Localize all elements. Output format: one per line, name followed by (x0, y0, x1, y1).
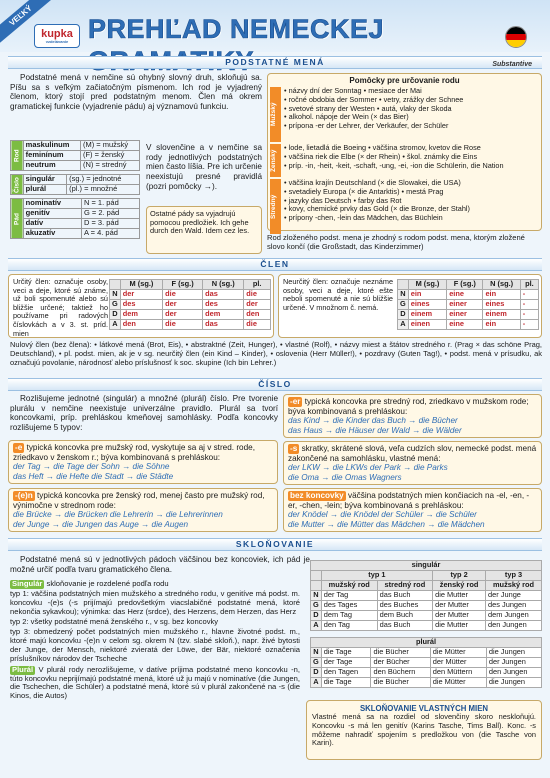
case-cell: D (398, 310, 409, 320)
table-row (110, 310, 271, 320)
plural-example: die Oma → die Omas Wagners (288, 473, 402, 483)
helper-line: • príp. -in, -heit, -keit, -schaft, -ung, -ei, -ion die Schülerin, die Nation (284, 160, 504, 170)
pad-term: nominatív (23, 199, 81, 209)
logo-text: kupka (41, 28, 73, 40)
table-cell: - (520, 310, 538, 320)
plural-example: der Junge → die Jungen das Auge → die Augen (13, 520, 189, 530)
table-header: M (sg.) (120, 280, 162, 290)
table-header: F (sg.) (163, 280, 203, 290)
pad-label: Pád (11, 199, 24, 239)
table-row (311, 678, 542, 688)
table-cell: des Buches (377, 601, 432, 611)
table-cell: des Jungen (486, 601, 542, 611)
table-row (311, 658, 542, 668)
table-header: pl. (520, 280, 538, 290)
type-header: typ 3 (486, 571, 542, 581)
table-row (110, 290, 271, 300)
helper-line: • kovy, chemické prvky das Gold (× die Bronze, der Stahl) (284, 204, 470, 214)
plural-example: das Haus → die Häuser der Wald → die Wälder (288, 426, 462, 436)
plural-tag: -e (15, 443, 23, 452)
plural-example: die Mutter → die Mütter das Mädchen → die Mädchen (288, 520, 485, 530)
case-cell: G (110, 300, 121, 310)
table-cell: die Bücher (371, 648, 430, 658)
plural-intro: Rozlišujeme jednotné (singulár) a množné (plurál) číslo. Pre tvorenie plurálu v nemčine neexistuje univerzálne pravidlo. Plurál sa tvorí koncovkami, príp. prehláskou kmeňovej samohlásky. Podľa koncovky rozlišujeme 5 typov: (10, 394, 278, 433)
table-cell: eine (447, 320, 483, 330)
case-cell: N (311, 648, 322, 658)
section-bar-cislo (8, 378, 542, 391)
section-bar-sklonovanie (8, 538, 542, 551)
plural-tag: -er (290, 397, 301, 406)
table-cell: den Tag (321, 621, 377, 631)
pad-term: genitív (23, 209, 81, 219)
plural-example: das Heft → die Hefte die Stadt → die Städte (13, 472, 174, 482)
table-cell: den Tagen (321, 668, 371, 678)
section-title: ČÍSLO (258, 379, 292, 389)
table-cell: der Tag (321, 591, 377, 601)
section-subtitle: Substantive (492, 61, 532, 68)
case-cell: D (311, 668, 322, 678)
gender-helper-box (267, 73, 542, 231)
table-cell: das Buch (377, 591, 432, 601)
helper-line: • lode, lietadlá die Boeing • väčšina stromov, kvetov die Rose (284, 143, 481, 153)
table-cell: - (520, 290, 538, 300)
table-cell: die Tage (321, 648, 371, 658)
pad-term: akuzatív (23, 229, 81, 239)
table-cell: dem (203, 310, 244, 320)
table-cell: ein (483, 320, 520, 330)
tip-text: Ostatné pády sa vyjadrujú pomocou predložiek. Ich gehe durch den Wald. Idem cez les. (150, 209, 250, 236)
singular-heading: skloňovanie je rozdelené podľa rodu (46, 579, 169, 588)
table-header: F (sg.) (447, 280, 483, 290)
masculine-list (281, 87, 539, 142)
table-cell: die Mutter (433, 621, 486, 631)
table-cell: dem Tag (321, 611, 377, 621)
logo-subtext: vzdelávanie (45, 39, 69, 44)
plural-tag: Plurál (12, 664, 34, 674)
cislo-label: Číslo (11, 175, 24, 195)
plural-example: der LKW → die LKWs der Park → die Parks (288, 463, 448, 473)
plural-en-box (8, 488, 278, 532)
cislo-def: (sg.) = jednotné (67, 175, 140, 185)
table-row (398, 300, 539, 310)
pad-term: datív (23, 219, 81, 229)
table-cell: den (120, 320, 162, 330)
table-cell: die (244, 320, 271, 330)
table-cell: die Mütter (430, 678, 486, 688)
table-header (110, 280, 121, 290)
table-cell: der Mutter (433, 611, 486, 621)
section-bar-clen (8, 258, 542, 271)
table-cell: die (244, 290, 271, 300)
zero-article-note: Nulový člen (bez člena): • látkové mená (Brot, Eis), • abstraktné (Zeit, Hunger), • vlastné (Rolf), • názvy miest a štátov stredného r. (Prag × das schöne Prag, Deutschland), • pl. podst. mien, ak je v sg. neurčitý člen (ein Kind – Kinder), • oslovenia (Herr Müller!), • pozdravy (Guten Tag!), • podst. mená v prísudku, ak označujú povolanie, národnosť alebo príslušnosť k soc. skupine (Ich bin Lehrer.) (10, 340, 542, 367)
case-cell: G (311, 658, 322, 668)
feminine-label: Ženský (270, 144, 281, 177)
helper-line: • väčšina krajín Deutschland (× die Slowakei, die USA) (284, 178, 461, 188)
compound-note: Rod zloženého podst. mena je zhodný s rodom podst. mena, ktorým zložené slovo končí (die Großstadt, das Kinderzimmer) (267, 233, 525, 251)
table-cell: - (520, 300, 538, 310)
table-cell: die Jungen (486, 648, 541, 658)
proper-names-box (306, 700, 542, 760)
table-cell: die Mutter (433, 591, 486, 601)
table-row (311, 621, 542, 631)
table-header: N (sg.) (483, 280, 520, 290)
plural-tag: -(e)n (15, 491, 33, 500)
intro-paragraph: Podstatné mená v nemčine sú ohybný slovný druh, skloňujú sa. Píšu sa s veľkým začiatočným písmenom. Ich rod je vyjadrený členom, ktorý stojí pred podstatným menom. Člen má okrem gramatickej funkcie (vyjadrenie pádu) aj významovú funkciu. (10, 73, 262, 112)
table-row (311, 648, 542, 658)
table-cell: der (163, 310, 203, 320)
rod-label: Rod (11, 141, 24, 171)
table-title: singulár (311, 561, 542, 571)
type-header: typ 2 (433, 571, 486, 581)
case-cell: D (110, 310, 121, 320)
table-cell: der Jungen (486, 658, 541, 668)
tip-box (146, 206, 262, 254)
table-cell: das Buch (377, 621, 432, 631)
indefinite-description: Neurčitý člen: označuje neznáme osoby, veci a deje, ktoré ešte neboli spomenuté a nie sú bližšie určené. V množnom č. nemá. (283, 277, 393, 312)
helper-line: • prípony -chen, -lein das Mädchen, das Büchlein (284, 212, 443, 222)
masculine-label: Mužský (270, 87, 281, 142)
neuter-label: Stredný (270, 179, 281, 234)
table-cell: den (244, 310, 271, 320)
feminine-list (281, 144, 539, 177)
cislo-term: singulár (23, 175, 66, 185)
helper-line: • ročné obdobia der Sommer • vetry, zrážky der Schnee (284, 95, 464, 105)
table-cell: der Mutter (433, 601, 486, 611)
helper-line: • jazyky das Deutsch • farby das Rot (284, 195, 402, 205)
plural-example: das Kind → die Kinder das Buch → die Bücher (288, 416, 458, 426)
plural-example: die Brücke → die Brücken die Lehrerin → die Lehrerinnen (13, 510, 223, 520)
table-header (398, 280, 409, 290)
plural-zero-box (283, 488, 542, 532)
rod-def: (N) = stredný (80, 161, 139, 171)
pad-def: G = 2. pád (81, 209, 139, 219)
table-cell: den Jungen (486, 621, 542, 631)
case-cell: G (398, 300, 409, 310)
rod-note: V slovenčine a v nemčine sa rody jednotlivých podstatných mien často líšia. Pre ich určenie neexistujú presné pravidlá (pozri pomôcky →). (146, 143, 262, 191)
table-row (311, 611, 542, 621)
helper-title: Pomôcky pre určovanie rodu (349, 76, 460, 85)
rod-table (10, 140, 140, 239)
case-cell: N (311, 591, 322, 601)
table-row (110, 320, 271, 330)
table-cell: das (203, 320, 244, 330)
publisher-logo (34, 24, 80, 48)
neuter-list (281, 179, 539, 234)
indefinite-article-box (278, 274, 542, 338)
plural-example: der Tag → die Tage der Sohn → die Söhne (13, 462, 170, 472)
rod-def: (M) = mužský (80, 141, 139, 151)
table-row (398, 320, 539, 330)
plural-tag: bez koncovky (290, 491, 344, 500)
pad-def: A = 4. pád (81, 229, 139, 239)
table-title: plurál (311, 638, 542, 648)
helper-line: • prípona -er der Lehrer, der Verkäufer, der Schüler (284, 120, 449, 130)
table-cell: - (520, 320, 538, 330)
cislo-term: plurál (23, 185, 66, 195)
plural-rule: typická koncovka pre stredný rod, zriedkavo v mužskom rode; býva kombinovaná s prehláskou: (288, 397, 529, 416)
plural-e-box (8, 440, 278, 484)
type2-rule: typ 2: všetky podstatné mená ženského r., v sg. bez koncovky (10, 616, 219, 626)
table-cell: des Tages (321, 601, 377, 611)
case-cell: A (311, 621, 322, 631)
table-cell: die (163, 290, 203, 300)
helper-line: • väčšina riek die Elbe (× der Rhein) • škol. známky die Eins (284, 152, 478, 162)
plural-tag: -s (290, 444, 298, 453)
table-cell: der Bücher (371, 658, 430, 668)
table-cell: die Bücher (371, 678, 430, 688)
ribbon-badge: VEĽKÝ (0, 0, 52, 44)
page-title: PREHĽAD NEMECKEJ (88, 14, 385, 44)
singular-tag: Singulár (12, 579, 43, 588)
table-cell: des (120, 300, 162, 310)
case-cell: N (110, 290, 121, 300)
gender-header: ženský rod (433, 581, 486, 591)
table-cell: dem Jungen (486, 611, 542, 621)
table-cell: dem Buch (377, 611, 432, 621)
table-row (311, 591, 542, 601)
table-cell: das (203, 290, 244, 300)
table-cell: den Müttern (430, 668, 486, 678)
gender-header: mužský rod (321, 581, 377, 591)
table-cell: den Jungen (486, 668, 541, 678)
table-cell: die Jungen (486, 678, 541, 688)
helper-line: • svetové strany der Westen • autá, vlaky der Skoda (284, 103, 452, 113)
table-row (398, 310, 539, 320)
definite-article-box (8, 274, 274, 338)
case-cell: D (311, 611, 322, 621)
helper-line: • názvy dní der Sonntag • mesiace der Mai (284, 86, 422, 96)
table-cell: den Büchern (371, 668, 430, 678)
plural-rule: väčšina podstatných mien končiacich na -el, -en, -er, -chen, -lein; býva kombinovaná s prehláskou: (288, 491, 530, 510)
helper-line: • alkohol. nápoje der Wein (× das Bier) (284, 112, 409, 122)
table-cell: der Tage (321, 658, 371, 668)
table-header: pl. (244, 280, 271, 290)
table-row (110, 300, 271, 310)
case-cell: A (311, 678, 322, 688)
type3-rule: typ 3: obmedzený počet podstatných mien mužského r., hlavne životné podst. m., ktoré majú koncovku -(e)n v celom sg. okrem N (tzv. slabé skloň.), napr. živé bytosti der Junge, der Mensch, niektoré zvieratá der Löwe, der Bär, niektoré označenia príslušníkov národov der Tscheche (10, 626, 300, 663)
section-bar-podstatne-mena (8, 56, 542, 69)
rod-term: neutrum (23, 161, 80, 171)
table-cell: eines (408, 300, 446, 310)
cislo-def: (pl.) = množné (67, 185, 140, 195)
indefinite-article-table (397, 279, 539, 330)
singular-declension-table (310, 560, 542, 631)
table-cell: ein (408, 290, 446, 300)
type-header: typ 1 (321, 571, 432, 581)
table-cell: des (203, 300, 244, 310)
case-cell: G (311, 601, 322, 611)
german-flag-icon (505, 26, 527, 48)
plural-s-box (283, 441, 542, 485)
case-cell: A (110, 320, 121, 330)
plural-er-box (283, 394, 542, 438)
table-row (311, 668, 542, 678)
gender-header: stredný rod (377, 581, 432, 591)
table-cell: ein (483, 290, 520, 300)
table-cell: die (163, 320, 203, 330)
rod-term: maskulinum (23, 141, 80, 151)
plural-rule: typická koncovka pre mužský rod, vyskytuje sa aj v stred. rode, zriedkavo v ženskom r.; býva kombinovaná s prehláskou: (13, 443, 255, 462)
table-row (398, 290, 539, 300)
table-cell: einem (408, 310, 446, 320)
rod-def: (F) = ženský (80, 151, 139, 161)
declension-intro: Podstatné mená sú v jednotlivých pádoch väčšinou bez koncoviek, ich pád je možné určiť podľa tvaru gramatického člena. (10, 555, 310, 574)
section-title: SKLOŇOVANIE (235, 539, 315, 549)
type1-rule: typ 1: väčšina podstatných mien mužského a stredného rodu, v genitíve má podst. m. koncovku -(e)s (-s prijímajú predovšetkým viacslabičné podstatné mená, ktoré nekončia sykavkou); výnimka: das Herz (srdce), des Herzens, dem Herzen, das Herz (10, 588, 300, 616)
table-header: M (sg.) (408, 280, 446, 290)
definite-description: Určitý člen: označuje osoby, veci a deje, ktoré sú známe, už boli spomenuté alebo sú bližšie určené; taktiež ho používame pri radových číslovkách a v 3. st. príd. mien (13, 277, 108, 338)
plural-declension-table (310, 637, 542, 688)
declension-types (10, 580, 300, 701)
table-cell: eine (447, 290, 483, 300)
table-cell: der (163, 300, 203, 310)
helper-line: • svetadiely Europa (× die Antarktis) • mestá Prag (284, 187, 444, 197)
proper-names-title: SKLOŇOVANIE VLASTNÝCH MIEN (359, 704, 489, 713)
table-cell: die Tage (321, 678, 371, 688)
table-cell: einer (447, 300, 483, 310)
plural-rule: skratky, skrátené slová, veľa cudzích slov, nemecké podst. mená zakončené na samohlásku, vlastné mená: (288, 444, 537, 463)
definite-article-table (109, 279, 271, 330)
gender-header: mužský rod (486, 581, 542, 591)
table-cell: einen (408, 320, 446, 330)
rod-term: feminínum (23, 151, 80, 161)
table-cell: der (120, 290, 162, 300)
table-cell: die Mütter (430, 648, 486, 658)
table-cell: dem (120, 310, 162, 320)
table-cell: der Mütter (430, 658, 486, 668)
proper-names-text: Vlastné mená sa na rozdiel od slovenčiny skoro neskloňujú. Koncovku -s má len genitív (Karins Tasche, Tims Ball). Konc. -s môžeme nahradiť spojením s predložkou von (die Tasche von Karin). (312, 712, 536, 748)
case-cell: N (398, 290, 409, 300)
plural-rule: V plurál rody nerozlišujeme, v datíve príjima podstatné meno koncovku -n, túto koncovku neprijímajú podstatné mená, ktoré už ju majú v nominatíve (die Jungen, die Tschechen, die Schüler) a podstatné mená, ktoré sú v plurál zakončené na -s (die Kinos, die Autos) (10, 664, 300, 701)
section-title: PODSTATNÉ MENÁ (225, 57, 325, 67)
case-cell: A (398, 320, 409, 330)
table-cell: einem (483, 310, 520, 320)
table-cell: einer (447, 310, 483, 320)
table-cell: eines (483, 300, 520, 310)
table-header: N (sg.) (203, 280, 244, 290)
section-title: ČLEN (260, 259, 290, 269)
pad-def: N = 1. pád (81, 199, 139, 209)
table-cell: der (244, 300, 271, 310)
table-cell: der Junge (486, 591, 542, 601)
pad-def: D = 3. pád (81, 219, 139, 229)
plural-example: der Knödel → die Knödel der Schüler → die Schüler (288, 510, 477, 520)
plural-rule: typická koncovka pre ženský rod, menej často pre mužský rod, výnimočne v strednom rode: (13, 491, 265, 510)
table-row (311, 601, 542, 611)
